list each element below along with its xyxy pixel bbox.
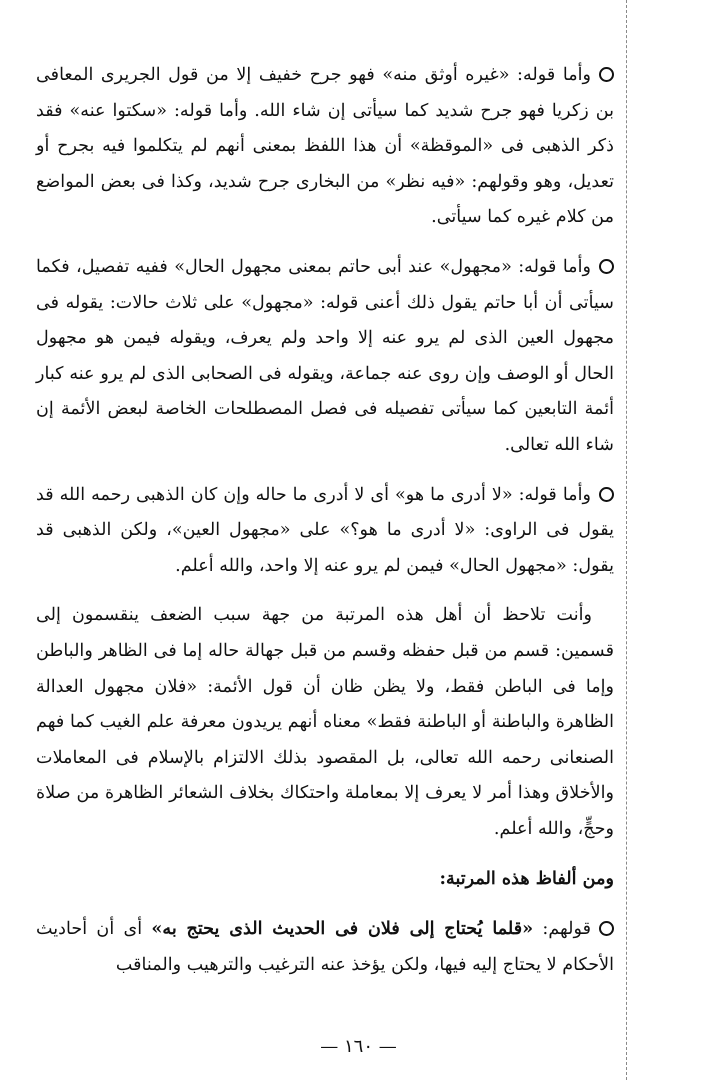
paragraph-text: وأما قوله: «غيره أوثق منه» فهو جرح خفيف إلا من قول الجريرى المعافى بن زكريا فهو جرح شديد كما سيأتى إن شاء الله. وأما قوله: «سكتوا عنه» فقد ذكر الذهبى فى «الموقظة» أن هذا اللفظ بمعنى أنهم لم يتكلموا فيه بجرح أو تعديل، وهو وقولهم: «فيه نظر» من البخارى جرح شديد، وكذا فى بعض المواضع من كلام غيره كما سيأتى.	[36, 65, 614, 228]
quoted-phrase: «قلما يُحتاج إلى فلان فى الحديث الذى يحتج به»	[151, 918, 534, 940]
paragraph-text: وأنت تلاحظ أن أهل هذه المرتبة من جهة سبب الضعف ينقسمون إلى قسمين: قسم من قبل حفظه وقسم من قبل جهالة حاله إما فى الظاهر والباطن وإما فى الباطن فقط، ولا يظن ظان أن قول الأئمة: «فلان مجهول العدالة الظاهرة والباطنة أو الباطنة فقط» معناه أنهم يريدون معرفة علم الغيب كما فهم الصنعانى رحمه الله تعالى، بل المقصود بذلك الالتزام بالإسلام فى المعاملات والأخلاق وهذا أمر لا يعرف إلا بمعاملة واحتكاك بخلاف الشعائر الظاهرة من صلاة وحجٍّ، والله أعلم.	[36, 605, 614, 839]
paragraph-lead: قولهم:	[533, 919, 591, 940]
paragraph-5	[36, 911, 614, 983]
circle-bullet-icon	[599, 67, 614, 82]
paragraph-3	[36, 478, 614, 585]
paragraph-2	[36, 250, 614, 464]
paragraph-4	[36, 598, 614, 847]
circle-bullet-icon	[599, 259, 614, 274]
page-number: — ١٦٠ —	[320, 1036, 397, 1057]
paragraph-text: وأما قوله: «لا أدرى ما هو» أى لا أدرى ما حاله وإن كان الذهبى رحمه الله قد يقول فى الراوى: «لا أدرى ما هو؟» على «مجهول العين»، ولكن الذهبى قد يقول: «مجهول الحال» فيمن لم يرو عنه إلا واحد، والله أعلم.	[36, 484, 614, 576]
paragraph-text: وأما قوله: «مجهول» عند أبى حاتم بمعنى مجهول الحال» ففيه تفصيل، فكما سيأتى أن أبا حاتم يقول ذلك أعنى قوله: «مجهول» على ثلاث حالات: يقوله فى مجهول العين الذى لم يرو عنه إلا واحد ولم يعرف، ويقوله فيمن هو مجهول الحال أو الوصف وإن روى عنه جماعة، ويقوله فى الصحابى الذى لم يرو عنه كبار أئمة التابعين كما سيأتى تفصيله فى فصل المصطلحات الخاصة لبعض الأئمة إن شاء الله تعالى.	[36, 256, 614, 455]
page-body	[36, 58, 614, 983]
page-fold-line	[626, 0, 628, 1080]
section-heading: ومن ألفاظ هذه المرتبة:	[439, 868, 614, 890]
circle-bullet-icon	[599, 487, 614, 502]
paragraph-text: أى أن أحاديث الأحكام لا يحتاج إليه فيها، ولكن يؤخذ عنه الترغيب والترهيب والمناقب	[36, 919, 614, 975]
circle-bullet-icon	[599, 921, 614, 936]
paragraph-1	[36, 58, 614, 236]
